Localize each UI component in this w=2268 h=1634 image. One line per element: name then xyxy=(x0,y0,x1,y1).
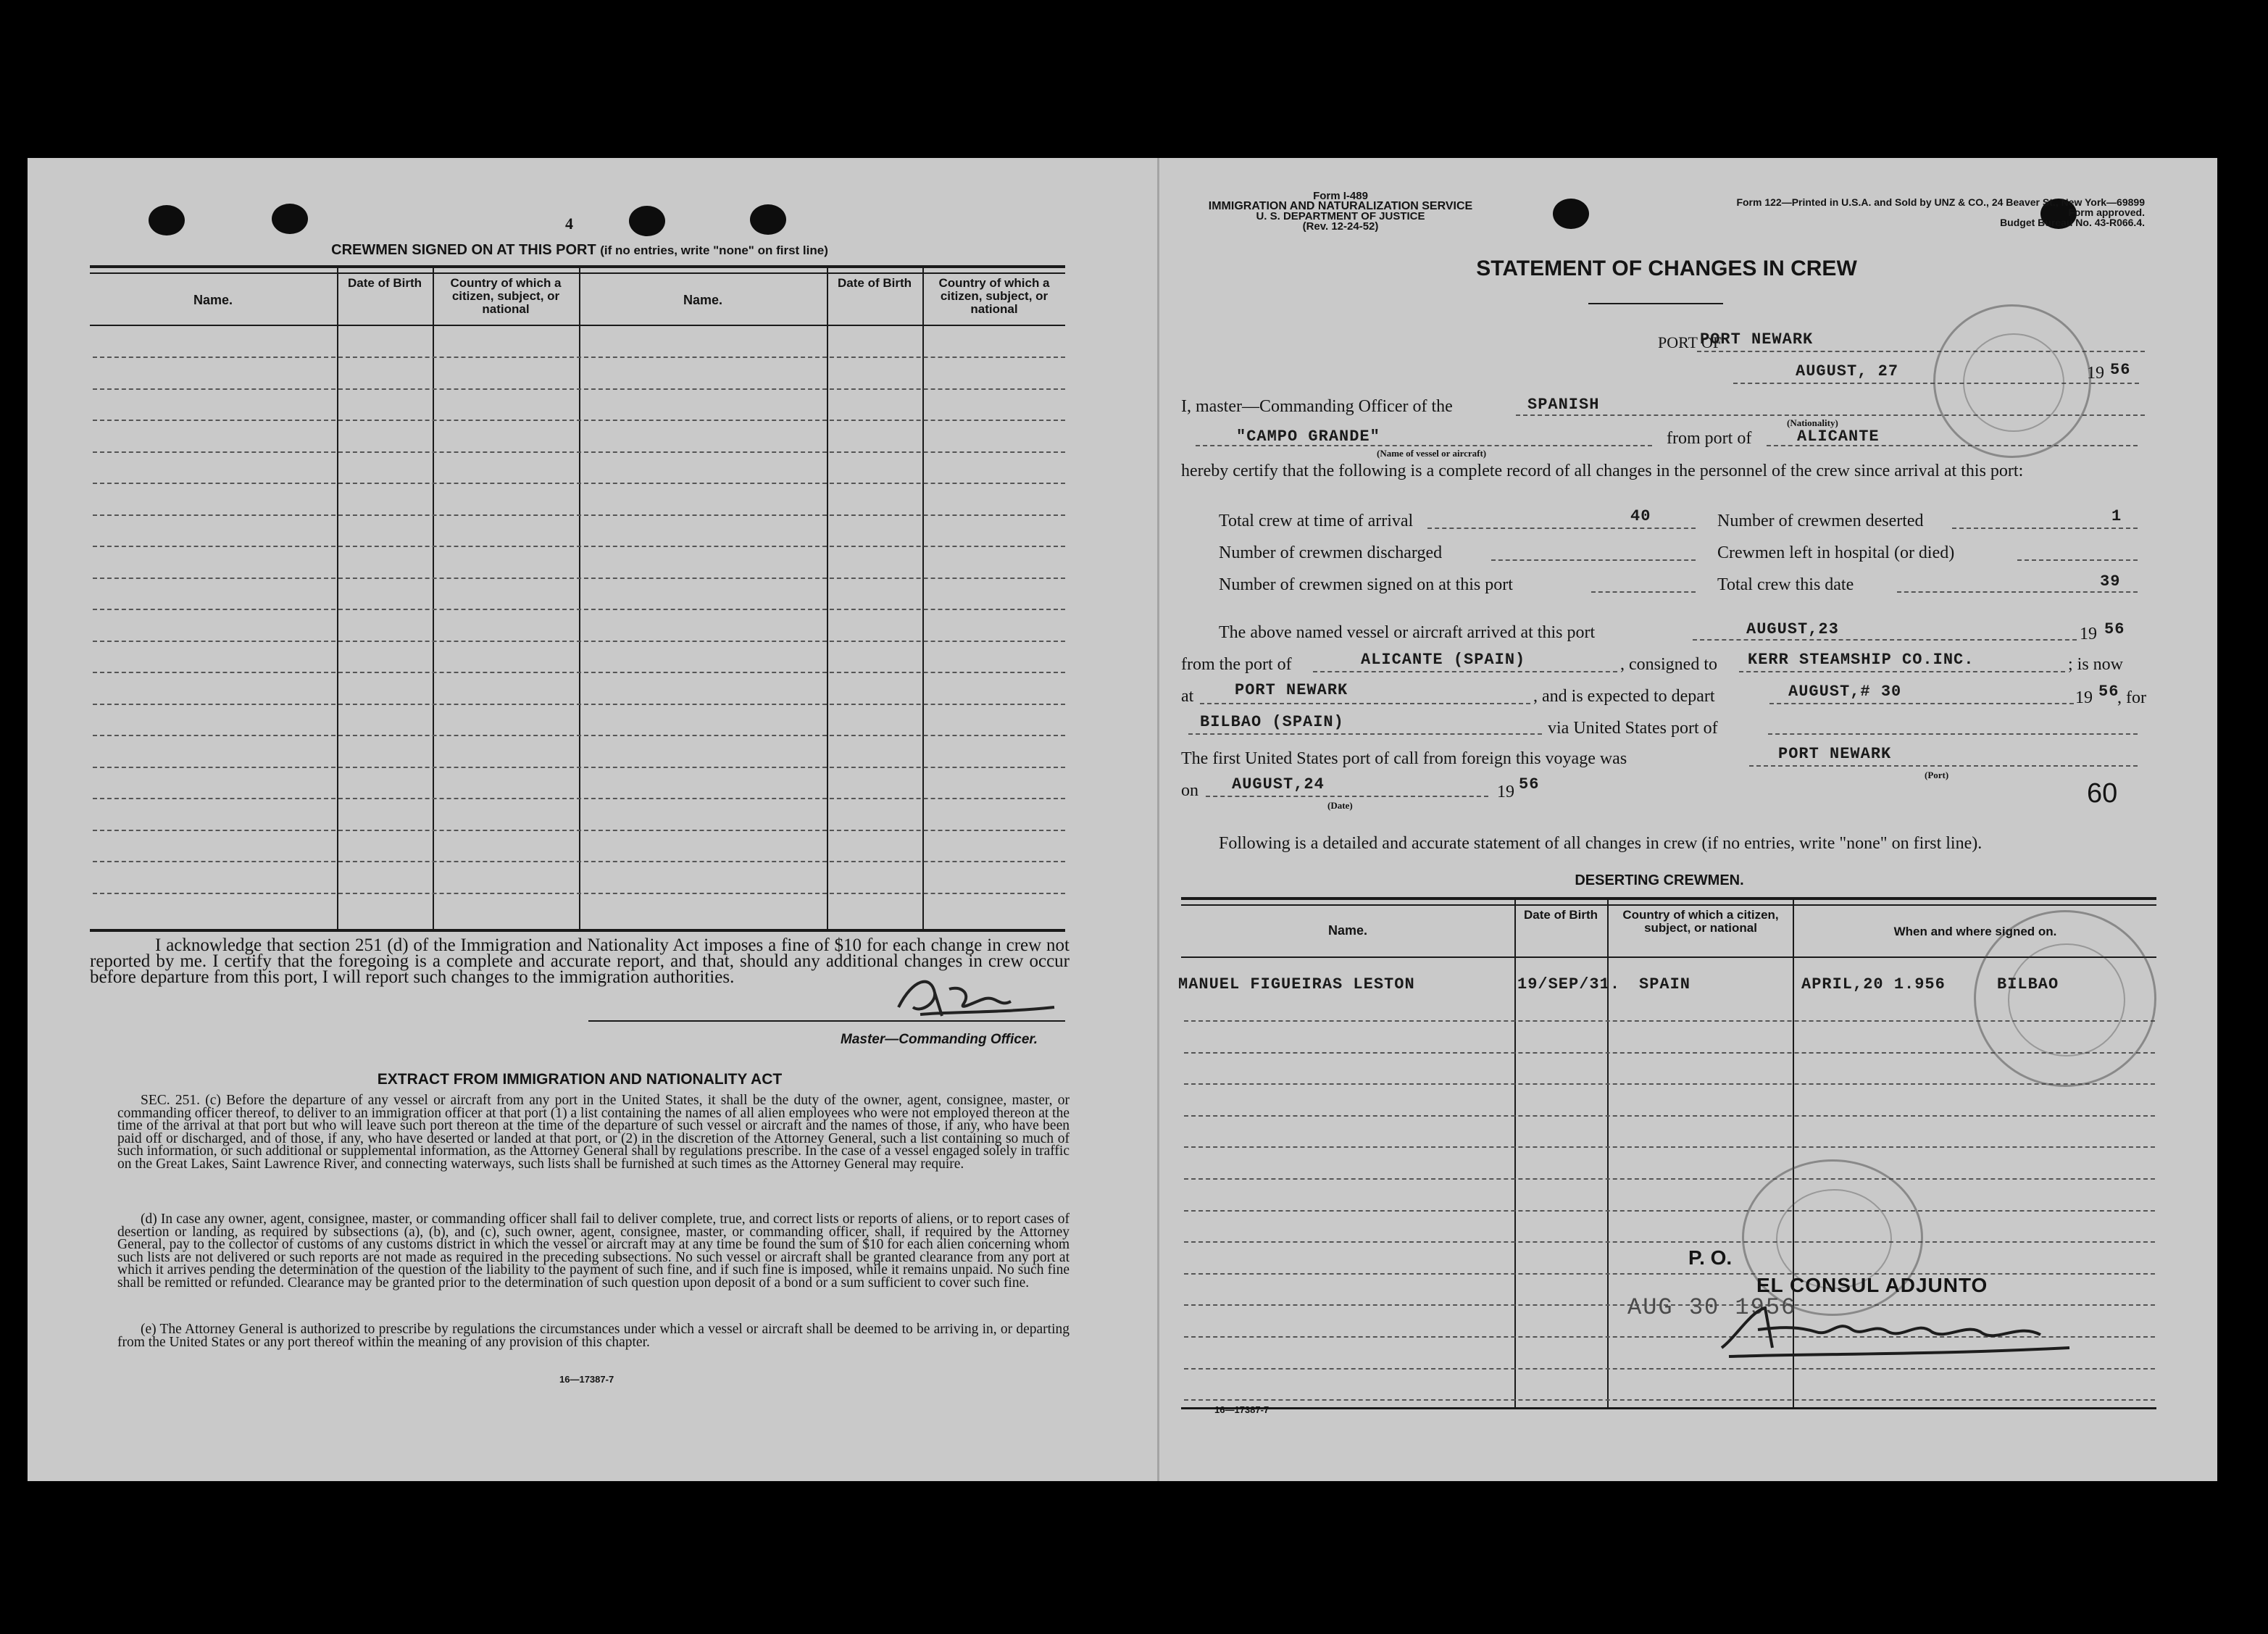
depart-label: , and is expected to depart xyxy=(1533,687,1715,706)
entry-line xyxy=(93,388,1065,390)
signed-on-title: CREWMEN SIGNED ON AT THIS PORT (if no entries, write "none" on first line) xyxy=(331,242,828,258)
fill-line xyxy=(1693,639,2077,641)
fill-line xyxy=(1427,528,1696,529)
arrived-date: AUGUST,23 xyxy=(1746,620,1839,638)
consignee-value: KERR STEAMSHIP CO.INC. xyxy=(1748,651,1975,669)
stat-label: Crewmen left in hospital (or died) xyxy=(1717,543,1955,562)
fill-line xyxy=(1749,765,2138,767)
on-year: 56 xyxy=(1519,775,1540,793)
entry-line xyxy=(93,830,1065,831)
date-stamp: AUG 30 1956 xyxy=(1627,1294,1797,1321)
via-label: via United States port of xyxy=(1548,719,1718,738)
consul-signature xyxy=(1707,1297,2084,1362)
section-251-e: (e) The Attorney General is authorized to prescribe by regulations the circumstances under which a vessel or aircraft shall be deemed to be arriving in, or departing from the United States or any port thereof within the meaning of any provision of this chapter. xyxy=(117,1322,1070,1350)
first-port-value: PORT NEWARK xyxy=(1778,745,1892,763)
entry-line xyxy=(1184,1146,2155,1148)
column-divider xyxy=(337,267,338,930)
depart-date: AUGUST,# 30 xyxy=(1788,683,1902,701)
table-top-rule xyxy=(1181,904,2156,906)
arrived-label: The above named vessel or aircraft arrived at this port xyxy=(1219,623,1596,642)
at-value: PORT NEWARK xyxy=(1235,681,1348,699)
deserter-name: MANUEL FIGUEIRAS LESTON xyxy=(1178,975,1415,993)
for-label: , for xyxy=(2117,688,2146,707)
stat-label: Total crew at time of arrival xyxy=(1219,512,1414,530)
column-header: Country of which a citizen, subject, or national xyxy=(1622,908,1779,935)
stat-label: Total crew this date xyxy=(1717,575,1854,594)
entry-line xyxy=(93,483,1065,484)
print-code: 16—17387-7 xyxy=(1214,1404,1270,1415)
fill-line xyxy=(1897,591,2138,593)
stat-value: 39 xyxy=(2100,572,2121,591)
certify-text: hereby certify that the following is a complete record of all changes in the personnel of the crew since arrival at this port: xyxy=(1181,462,2024,480)
column-divider xyxy=(433,267,434,930)
punch-hole xyxy=(149,205,185,235)
entry-line xyxy=(1184,1368,2155,1370)
column-header: Country of which a citizen, subject, or national xyxy=(938,276,1050,316)
entry-line xyxy=(93,451,1065,453)
fill-line xyxy=(1768,733,2138,735)
entry-line xyxy=(93,609,1065,610)
print-code: 16—17387-7 xyxy=(559,1374,614,1385)
handwritten-number: 60 xyxy=(2087,778,2118,809)
entry-line xyxy=(93,578,1065,579)
year-prefix: 19 xyxy=(2075,688,2093,707)
section-251-d: (d) In case any owner, agent, consignee, master, or commanding officer shall fail to deliver complete, true, and correct lists or reports of aliens, or to report cases of desertion or landing, as required by subsections (a), (b), and (c), such owner, agent, consignee, master, or commanding officer, shall, if required by the Attorney General, pay to the collector of customs of any customs district in which the vessel or aircraft may at any time be found the sum of $10 for each alien concerning whom such lists are not delivered or such reports are not made as required in the preceding subsections. No such vessel or aircraft shall be granted clearance from any port at which it arrives pending the determination of the question of the liability to the payment of such fine, and if such fine is imposed, while it remains unpaid. No such fine shall be remitted or refunded. Clearance may be granted prior to the determination of such question upon deposit of a bond or a sum sufficient to cover such fine. xyxy=(117,1212,1070,1291)
table-bottom-rule xyxy=(1181,1407,2156,1409)
entry-line xyxy=(1184,1178,2155,1180)
deserter-country: SPAIN xyxy=(1639,975,1691,993)
fill-line xyxy=(1188,733,1542,735)
from-the-port-value: ALICANTE (SPAIN) xyxy=(1361,651,1526,669)
stat-label: Number of crewmen deserted xyxy=(1717,512,1924,530)
column-divider xyxy=(922,267,924,930)
fill-line xyxy=(1769,703,2074,704)
is-now-label: ; is now xyxy=(2068,655,2124,674)
port-caption: (Port) xyxy=(1925,770,1949,780)
entry-line xyxy=(93,514,1065,516)
form-agency-header: Form I-489 IMMIGRATION AND NATURALIZATION SERVICE U. S. DEPARTMENT OF JUSTICE (Rev. 12-24-52) xyxy=(1208,190,1473,233)
stat-label: Number of crewmen signed on at this port xyxy=(1219,575,1513,594)
table-top-rule xyxy=(90,265,1065,268)
entry-line xyxy=(1184,1210,2155,1212)
punch-hole xyxy=(629,206,665,236)
from-port-value: ALICANTE xyxy=(1797,428,1880,446)
on-label: on xyxy=(1181,781,1198,800)
entry-line xyxy=(93,735,1065,736)
form-title: STATEMENT OF CHANGES IN CREW xyxy=(1476,257,1857,280)
fill-line xyxy=(1739,671,2065,672)
deserter-place: BILBAO xyxy=(1997,975,2059,993)
column-header: Date of Birth xyxy=(348,276,422,290)
punch-hole xyxy=(1553,199,1589,229)
column-divider xyxy=(1514,899,1516,1407)
table-top-rule xyxy=(1181,897,2156,900)
entry-line xyxy=(93,357,1065,358)
form-printer-header: Form 122—Printed in U.S.A. and Sold by UNZ & CO., 24 Beaver St., New York—69899 Form approved. Budget Bureau No. 43-R066.4. xyxy=(1736,196,2145,228)
stat-value: 1 xyxy=(2111,507,2122,525)
fill-line xyxy=(1196,445,1652,446)
at-label: at xyxy=(1181,687,1194,706)
master-signature xyxy=(891,971,1065,1022)
fill-line xyxy=(1491,559,1696,561)
consulate-stamp xyxy=(1933,304,2091,458)
consigned-label: , consigned to xyxy=(1620,655,1717,674)
stat-value: 40 xyxy=(1630,507,1651,525)
page-number: 4 xyxy=(565,214,573,233)
column-header: Name. xyxy=(683,293,723,307)
entry-line xyxy=(1184,1399,2155,1401)
table-bottom-rule xyxy=(90,929,1065,932)
column-header: Name. xyxy=(1327,923,1368,938)
entry-line xyxy=(93,798,1065,799)
entry-line xyxy=(1184,1115,2155,1117)
depart-year: 56 xyxy=(2098,683,2119,701)
fill-line xyxy=(1591,591,1696,593)
following-text: Following is a detailed and accurate statement of all changes in crew (if no entries, write "none" on first line). xyxy=(1219,834,1983,853)
column-header: Name. xyxy=(193,293,233,307)
entry-line xyxy=(93,546,1065,547)
entry-line xyxy=(93,704,1065,705)
column-header: Date of Birth xyxy=(1524,908,1598,922)
signature-caption: Master—Commanding Officer. xyxy=(841,1032,1038,1047)
entry-line xyxy=(93,767,1065,768)
master-label: I, master—Commanding Officer of the xyxy=(1181,397,1453,416)
po-label: P. O. xyxy=(1688,1246,1733,1269)
consulate-stamp xyxy=(1974,910,2156,1087)
fill-line xyxy=(1206,796,1488,797)
vessel-name: "CAMPO GRANDE" xyxy=(1236,428,1380,446)
deserting-title: DESERTING CREWMEN. xyxy=(1575,872,1744,888)
stat-label: Number of crewmen discharged xyxy=(1219,543,1443,562)
on-date: AUGUST,24 xyxy=(1232,775,1325,793)
page-fold xyxy=(1157,158,1159,1481)
destination-value: BILBAO (SPAIN) xyxy=(1200,713,1344,731)
fill-line xyxy=(1767,445,2138,446)
extract-title: EXTRACT FROM IMMIGRATION AND NATIONALITY ACT xyxy=(377,1071,783,1088)
vessel-caption: (Name of vessel or aircraft) xyxy=(1377,448,1487,459)
entry-line xyxy=(93,672,1065,673)
consul-label: EL CONSUL ADJUNTO xyxy=(1756,1274,1988,1296)
year-prefix: 19 xyxy=(2080,625,2097,643)
entry-line xyxy=(93,420,1065,421)
entry-line xyxy=(1184,1241,2155,1243)
entry-line xyxy=(1184,1083,2155,1085)
table-top-rule xyxy=(90,272,1065,274)
deserter-dob: 19/SEP/31. xyxy=(1517,975,1621,993)
fill-line xyxy=(1200,703,1530,704)
entry-line xyxy=(93,641,1065,642)
first-port-label: The first United States port of call from foreign this voyage was xyxy=(1181,749,1627,768)
fill-line xyxy=(1313,671,1617,672)
entry-line xyxy=(1184,1273,2155,1275)
report-date: AUGUST, 27 xyxy=(1796,362,1899,380)
fill-line xyxy=(2017,559,2138,561)
fill-line xyxy=(1952,528,2138,529)
date-caption: (Date) xyxy=(1327,800,1353,811)
signature-rule xyxy=(588,1020,1065,1022)
column-header: When and where signed on. xyxy=(1893,925,2057,938)
arrived-year: 56 xyxy=(2104,620,2125,638)
nationality-caption: (Nationality) xyxy=(1787,417,1838,428)
nationality-value: SPANISH xyxy=(1527,396,1600,414)
column-divider xyxy=(579,267,580,930)
punch-hole xyxy=(272,204,308,234)
section-251-c: SEC. 251. (c) Before the departure of any vessel or aircraft from any port in the United States, it shall be the duty of the owner, agent, consignee, master, or commanding officer thereof, to deliver to an immigration officer at that port (1) a list containing the names of all alien employees who were not employed thereon at the time of the arrival at that port but who will leave such port thereon at the time of the departure of such vessel or aircraft and the names of those, if any, who have been paid off or discharged, and of those, if any, who have deserted or landed at that port, or (2) in the discretion of the Attorney General, such a list containing so much of such information, or such additional or supplemental information, as the Attorney General shall by regulations prescribe. In the case of a vessel engaged solely in traffic on the Great Lakes, Saint Lawrence River, and connecting waterways, such lists shall be furnished at such times as the Attorney General may require. xyxy=(117,1093,1070,1172)
column-header: Country of which a citizen, subject, or national xyxy=(450,276,562,316)
from-the-port-label: from the port of xyxy=(1181,655,1292,674)
punch-hole xyxy=(750,204,786,235)
year-prefix: 19 xyxy=(2087,364,2104,383)
entry-line xyxy=(93,893,1065,894)
port-label: PORT OF xyxy=(1658,333,1722,351)
year-value: 56 xyxy=(2110,361,2131,379)
header-rule xyxy=(90,325,1065,326)
year-prefix: 19 xyxy=(1497,783,1514,801)
acknowledgement-text: I acknowledge that section 251 (d) of the Immigration and Nationality Act imposes a fine of $10 for each change in crew not reported by me. I certify that the foregoing is a complete and accurate report, and that, should any additional changes in crew occur before departure from this port, I will report such changes to the immigration authorities. xyxy=(90,935,1070,987)
entry-line xyxy=(93,861,1065,862)
column-header: Date of Birth xyxy=(838,276,912,290)
column-divider xyxy=(827,267,828,930)
from-port-label: from port of xyxy=(1667,429,1752,448)
deserter-signed-on: APRIL,20 1.956 xyxy=(1801,975,1946,993)
port-value: PORT NEWARK xyxy=(1700,330,1814,349)
title-rule xyxy=(1588,303,1723,304)
